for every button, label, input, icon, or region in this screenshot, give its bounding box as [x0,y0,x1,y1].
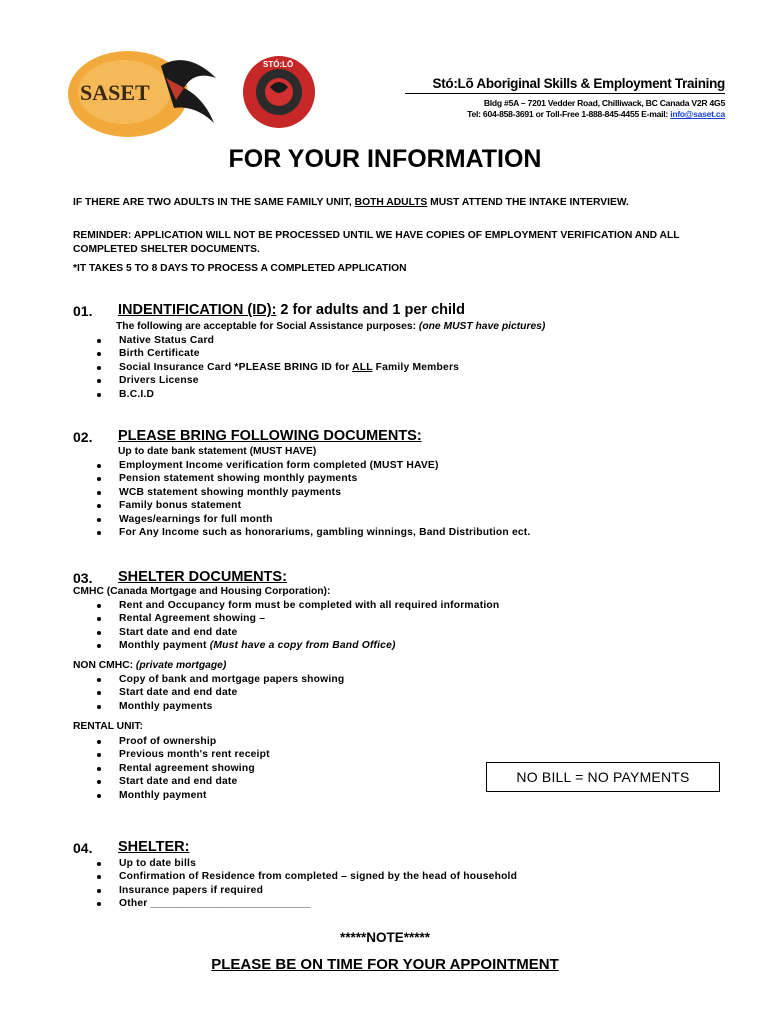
list-item: Insurance papers if required [73,884,517,897]
rental-unit-list [73,735,270,802]
documents-list [73,459,531,539]
no-bill-box: NO BILL = NO PAYMENTS [486,762,720,792]
org-name: Stó:Lõ Aboriginal Skills & Employment Training [432,76,725,91]
list-item: Drivers License [73,374,459,387]
list-item: Rental agreement showing [73,762,270,775]
shelter-list [73,857,517,911]
processing-time-paragraph: *IT TAKES 5 TO 8 DAYS TO PROCESS A COMPLETED APPLICATION [73,263,407,274]
section-1-number: 01. [73,303,93,319]
list-item: Copy of bank and mortgage papers showing [73,673,344,686]
both-adults-emphasis: BOTH ADULTS [354,197,428,208]
agency-logo-top-text: STÓ:LŌ [263,60,294,69]
list-item: Birth Certificate [73,347,459,360]
rental-unit-label: RENTAL UNIT: [73,721,143,732]
header-divider [405,93,725,94]
appointment-reminder: PLEASE BE ON TIME FOR YOUR APPOINTMENT [211,956,559,973]
section-4-heading: SHELTER: [118,839,190,855]
section-3-heading: SHELTER DOCUMENTS: [118,569,287,585]
list-item: Rental Agreement showing – [73,612,499,625]
page-title: FOR YOUR INFORMATION [228,145,542,173]
list-item: Start date and end date [73,775,270,788]
section-3-number: 03. [73,570,93,586]
non-cmhc-list [73,673,344,713]
org-address: Bldg #5A – 7201 Vedder Road, Chilliwack, BC Canada V2R 4G5 [483,98,725,108]
reminder-paragraph: REMINDER: APPLICATION WILL NOT BE PROCESSED UNTIL WE HAVE COPIES OF EMPLOYMENT VERIFICATION AND ALL COMPLETED SHELTER DOCUMENTS. [73,230,680,255]
list-item: Monthly payment (Must have a copy from Band Office) [73,639,499,652]
id-list [73,334,459,401]
list-item: Up to date bills [73,857,517,870]
org-header [305,76,725,120]
list-item: Start date and end date [73,686,344,699]
list-item: WCB statement showing monthly payments [73,486,531,499]
note-heading: *****NOTE***** [339,930,431,945]
list-item: Family bonus statement [73,499,531,512]
intake-paragraph: IF THERE ARE TWO ADULTS IN THE SAME FAMILY UNIT, BOTH ADULTS MUST ATTEND THE INTAKE INTERVIEW. [73,197,629,208]
org-contact-text: Tel: 604-858-3691 or Toll-Free 1-888-845-4455 E-mail: [467,109,671,119]
list-item: Rent and Occupancy form must be completed with all required information [73,599,499,612]
list-item: Monthly payments [73,700,344,713]
list-item: Start date and end date [73,626,499,639]
list-item: Other ___________________________ [73,897,517,910]
non-cmhc-label: NON CMHC: (private mortgage) [73,660,227,671]
list-item: B.C.I.D [73,388,459,401]
section-2-number: 02. [73,429,93,445]
section-1-intro: The following are acceptable for Social Assistance purposes: (one MUST have pictures) [116,321,546,332]
list-item: Confirmation of Residence from completed – signed by the head of household [73,870,517,883]
section-2-heading: PLEASE BRING FOLLOWING DOCUMENTS: [118,428,422,444]
list-item: Native Status Card [73,334,459,347]
section-4-number: 04. [73,840,93,856]
saset-logo-text: SASET [80,80,150,105]
cmhc-label: CMHC (Canada Mortgage and Housing Corporation): [73,586,331,597]
list-item: Social Insurance Card *PLEASE BRING ID for ALL Family Members [73,361,459,374]
list-item: Pension statement showing monthly payments [73,472,531,485]
email-link[interactable]: info@saset.ca [670,109,725,119]
saset-logo [66,48,221,138]
section-1-heading: INDENTIFICATION (ID): 2 for adults and 1 per child [118,302,465,318]
list-item: Proof of ownership [73,735,270,748]
list-item: Wages/earnings for full month [73,513,531,526]
section-2-intro: Up to date bank statement (MUST HAVE) [118,446,317,457]
cmhc-list [73,599,499,653]
list-item: Monthly payment [73,789,270,802]
list-item: Previous month's rent receipt [73,748,270,761]
org-contact [305,109,725,120]
list-item: For Any Income such as honorariums, gambling winnings, Band Distribution ect. [73,526,531,539]
list-item: Employment Income verification form completed (MUST HAVE) [73,459,531,472]
